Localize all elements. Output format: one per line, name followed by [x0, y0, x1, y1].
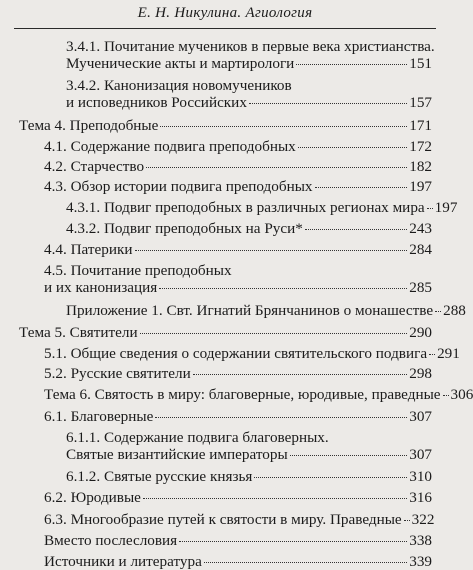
toc-page-number: 290: [409, 324, 432, 341]
toc-entry-title-line: 6.1.2. Святые русские князья: [66, 468, 253, 485]
toc-page-number: 172: [409, 138, 432, 155]
toc-entry-title-line: Источники и литература: [44, 553, 202, 570]
toc-entry-title-line: 6.3. Многообразие путей к святости в миру. Праведные: [44, 511, 402, 528]
toc-entry: [44, 386, 473, 403]
header-rule: [14, 28, 436, 29]
toc-entry-title-line: 6.2. Юродивые: [44, 489, 141, 506]
toc-entry: [66, 199, 458, 216]
dot-leader: [296, 64, 407, 65]
toc-entry-title-line: Мученические акты и мартирологи: [66, 55, 295, 72]
toc-page-number: 291: [437, 345, 460, 362]
toc-entry: [44, 138, 432, 155]
dot-leader: [155, 417, 407, 418]
dot-leader: [204, 562, 407, 563]
toc-page-number: 285: [409, 279, 432, 296]
toc-entry: [44, 408, 432, 425]
running-header: Е. Н. Никулина. Агиология: [137, 5, 313, 21]
toc-entry-title-line: 5.2. Русские святители: [44, 365, 191, 382]
toc-entry: [19, 117, 432, 134]
toc-entry-title-line: Святые византийские императоры: [66, 446, 288, 463]
toc-page-number: 307: [409, 446, 432, 463]
toc-entry: [19, 324, 432, 341]
toc-page-number: 307: [409, 408, 432, 425]
dot-leader: [305, 229, 407, 230]
toc-page-number: 339: [409, 553, 432, 570]
dot-leader: [298, 147, 407, 148]
toc-page-number: 243: [409, 220, 432, 237]
dot-leader: [160, 126, 407, 127]
dot-leader: [427, 208, 433, 209]
dot-leader: [315, 187, 408, 188]
toc-page-number: 316: [409, 489, 432, 506]
toc-page-number: 182: [409, 158, 432, 175]
toc-entry-title-line: 4.1. Содержание подвига преподобных: [44, 138, 296, 155]
dot-leader: [193, 374, 408, 375]
toc-entry: [66, 38, 435, 72]
toc-entry-title-line: Тема 6. Святость в миру: благоверные, юродивые, праведные: [44, 386, 441, 403]
dot-leader: [143, 498, 407, 499]
dot-leader: [140, 333, 408, 334]
toc-entry: [44, 158, 432, 175]
toc-entry: [66, 77, 432, 111]
toc-page-number: 298: [409, 365, 432, 382]
dot-leader: [254, 477, 407, 478]
toc-entry-title-line: 5.1. Общие сведения о содержании святительского подвига: [44, 345, 428, 362]
toc-entry-title-line: Тема 5. Святители: [19, 324, 138, 341]
toc-entry-title-line: Вместо послесловия: [44, 532, 178, 549]
toc-entry: [44, 511, 435, 528]
toc-entry-title-line: 4.2. Старчество: [44, 158, 145, 175]
dot-leader: [135, 250, 408, 251]
toc-entry-title-line: 3.4.1. Почитание мучеников в первые века христианства.: [66, 38, 435, 55]
toc-entry-title-line: 6.1.1. Содержание подвига благоверных.: [66, 429, 329, 446]
toc-page-number: 157: [409, 94, 432, 111]
toc-entry: [44, 553, 432, 570]
toc-entry: [44, 365, 432, 382]
toc-page-number: 197: [409, 178, 432, 195]
toc-page-number: 197: [434, 199, 458, 216]
toc-entry: [66, 302, 466, 319]
toc-entry: [44, 178, 432, 195]
dot-leader: [249, 103, 407, 104]
dot-leader: [290, 455, 408, 456]
dot-leader: [443, 395, 449, 396]
toc-entry-title-line: 6.1. Благоверные: [44, 408, 154, 425]
toc-entry-title-line: Тема 4. Преподобные: [19, 117, 159, 134]
toc-entry: [44, 262, 432, 296]
dot-leader: [146, 167, 407, 168]
toc-entry: [44, 532, 432, 549]
toc-page-number: 151: [409, 55, 432, 72]
toc-entry: [66, 468, 432, 485]
toc-entry-title-line: 4.5. Почитание преподобных: [44, 262, 232, 279]
toc-page-number: 338: [409, 532, 432, 549]
toc-page-number: 284: [409, 241, 432, 258]
toc-entry: [44, 489, 432, 506]
toc-page-number: 288: [443, 302, 466, 319]
toc-page-number: 171: [409, 117, 432, 134]
toc-entry-title-line: 3.4.2. Канонизация новомучеников: [66, 77, 292, 94]
toc-entry-title-line: и исповедников Российских: [66, 94, 247, 111]
toc-entry: [44, 345, 460, 362]
dot-leader: [179, 541, 407, 542]
toc-entry: [66, 220, 432, 237]
toc-entry-title-line: и их канонизация: [44, 279, 158, 296]
dot-leader: [435, 311, 441, 312]
dot-leader: [404, 520, 410, 521]
toc-entry: [44, 241, 432, 258]
dot-leader: [429, 354, 435, 355]
dot-leader: [159, 288, 407, 289]
toc-entry-title-line: 4.3.2. Подвиг преподобных на Руси*: [66, 220, 303, 237]
toc-page-number: 306: [450, 386, 473, 403]
toc-entry: [66, 429, 432, 463]
toc-entry-title-line: 4.3.1. Подвиг преподобных в различных регионах мира: [66, 199, 425, 216]
toc-entry-title-line: 4.3. Обзор истории подвига преподобных: [44, 178, 313, 195]
toc-entry-title-line: 4.4. Патерики: [44, 241, 133, 258]
toc-page-number: 322: [411, 511, 435, 528]
toc-entry-title-line: Приложение 1. Свт. Игнатий Брянчанинов о монашестве: [66, 302, 434, 319]
toc-page-number: 310: [409, 468, 432, 485]
